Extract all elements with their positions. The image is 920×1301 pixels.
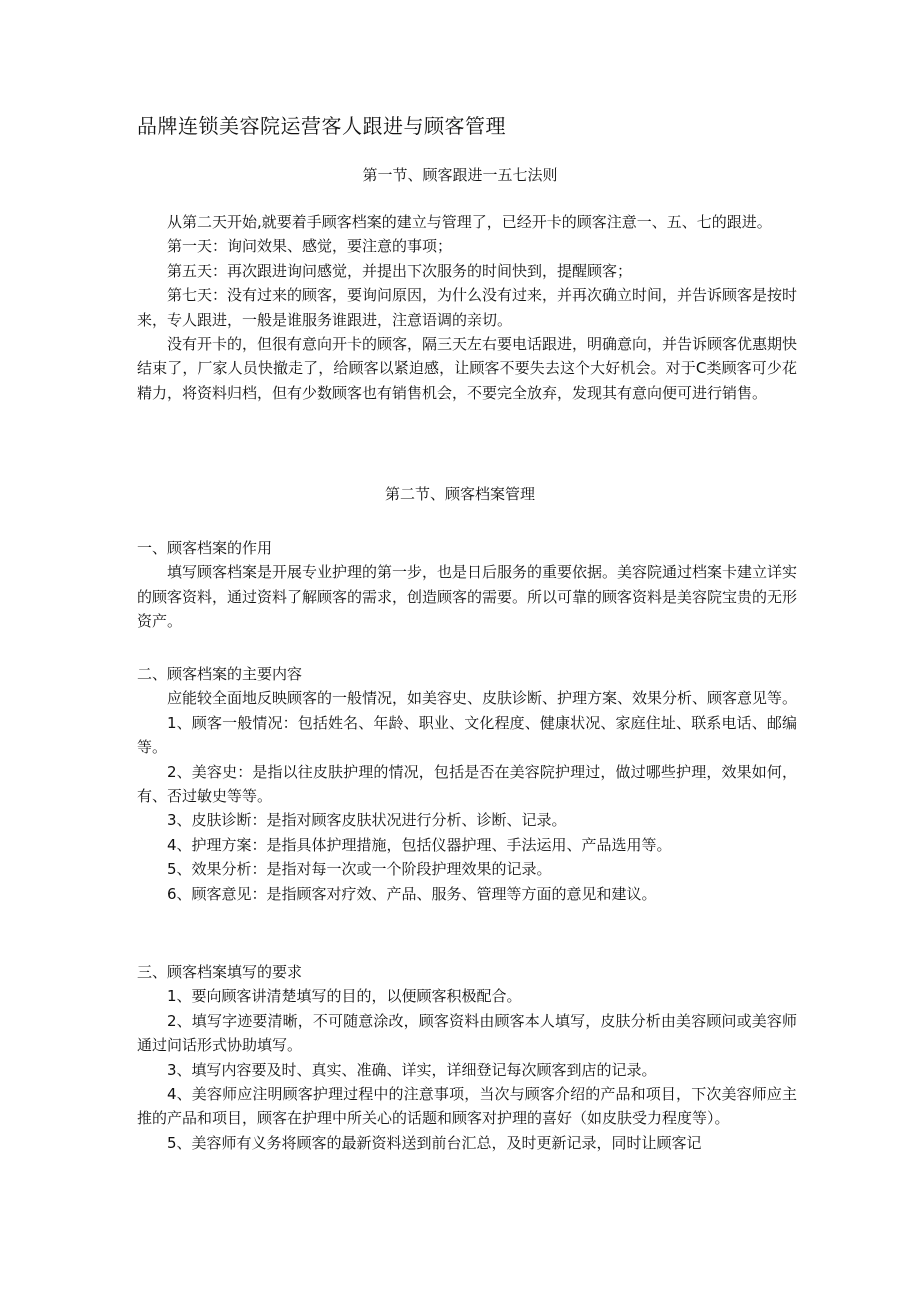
section-2-part-1	[137, 536, 797, 634]
paragraph: 从第二天开始,就要着手顾客档案的建立与管理了，已经开卡的顾客注意一、五、七的跟进。	[167, 213, 772, 231]
list-item: 5、效果分析：是指对每一次或一个阶段护理效果的记录。	[167, 860, 552, 879]
section-1-body	[137, 210, 797, 405]
document-title: 品牌连锁美容院运营客人跟进与顾客管理	[137, 114, 506, 138]
paragraph: 应能较全面地反映顾客的一般情况，如美容史、皮肤诊断、护理方案、效果分析、顾客意见等。	[167, 689, 798, 708]
paragraph: 第五天：再次跟进询问感觉，并提出下次服务的时间快到，提醒顾客；	[167, 261, 633, 280]
list-item: 3、皮肤诊断：是指对顾客皮肤状况进行分析、诊断、记录。	[167, 811, 567, 830]
paragraph: 第一天：询问效果、感觉，要注意的事项；	[167, 237, 453, 256]
paragraph: 填写顾客档案是开展专业护理的第一步，也是日后服务的重要依据。美容院通过档案卡建立详实的顾客资料，通过资料了解顾客的需求，创造顾客的需要。所以可靠的顾客资料是美容院宝贵的无形资产。	[137, 563, 798, 631]
list-item: 4、护理方案：是指具体护理措施，包括仪器护理、手法运用、产品选用等。	[167, 835, 672, 854]
section-1-title: 第一节、顾客跟进一五七法则	[362, 166, 558, 184]
section-2-part-2	[137, 662, 797, 906]
subsection-heading: 三、顾客档案填写的要求	[137, 963, 303, 981]
subsection-heading: 二、顾客档案的主要内容	[137, 665, 303, 683]
list-item: 6、顾客意见：是指顾客对疗效、产品、服务、管理等方面的意见和建议。	[167, 884, 657, 903]
list-item: 3、填写内容要及时、真实、准确、详实，详细登记每次顾客到店的记录。	[167, 1060, 657, 1079]
section-2-part-3	[137, 960, 797, 1155]
section-2-title: 第二节、顾客档案管理	[384, 485, 535, 503]
subsection-heading: 一、顾客档案的作用	[137, 539, 273, 557]
list-item: 2、填写字迹要清晰，不可随意涂改，顾客资料由顾客本人填写，皮肤分析由美容顾问或美容师通过问话形式协助填写。	[137, 1011, 797, 1055]
list-item: 2、美容史：是指以往皮肤护理的情况，包括是否在美容院护理过，做过哪些护理，效果如何，有、否过敏史等等。	[137, 762, 797, 806]
list-item: 4、美容师应注明顾客护理过程中的注意事项，当次与顾客介绍的产品和项目，下次美容师应主推的产品和项目，顾客在护理中所关心的话题和顾客对护理的喜好（如皮肤受力程度等）。	[137, 1085, 797, 1128]
paragraph: 没有开卡的，但很有意向开卡的顾客，隔三天左右要电话跟进，明确意向，并告诉顾客优惠期快结束了，厂家人员快撤走了，给顾客以紧迫感，让顾客不要失去这个大好机会。对于C类顾客可少花精力，将资料归档，但有少数顾客也有销售机会，不要完全放弃，发现其有意向便可进行销售。	[137, 335, 798, 402]
list-item: 5、美容师有义务将顾客的最新资料送到前台汇总，及时更新记录，同时让顾客记	[167, 1133, 702, 1152]
paragraph: 第七天：没有过来的顾客，要询问原因，为什么没有过来，并再次确立时间，并告诉顾客是按时来，专人跟进，一般是谁服务谁跟进，注意语调的亲切。	[137, 286, 798, 329]
list-item: 1、要向顾客讲清楚填写的目的，以便顾客积极配合。	[167, 987, 522, 1006]
list-item: 1、顾客一般情况：包括姓名、年龄、职业、文化程度、健康状况、家庭住址、联系电话、邮编等。	[137, 713, 797, 757]
